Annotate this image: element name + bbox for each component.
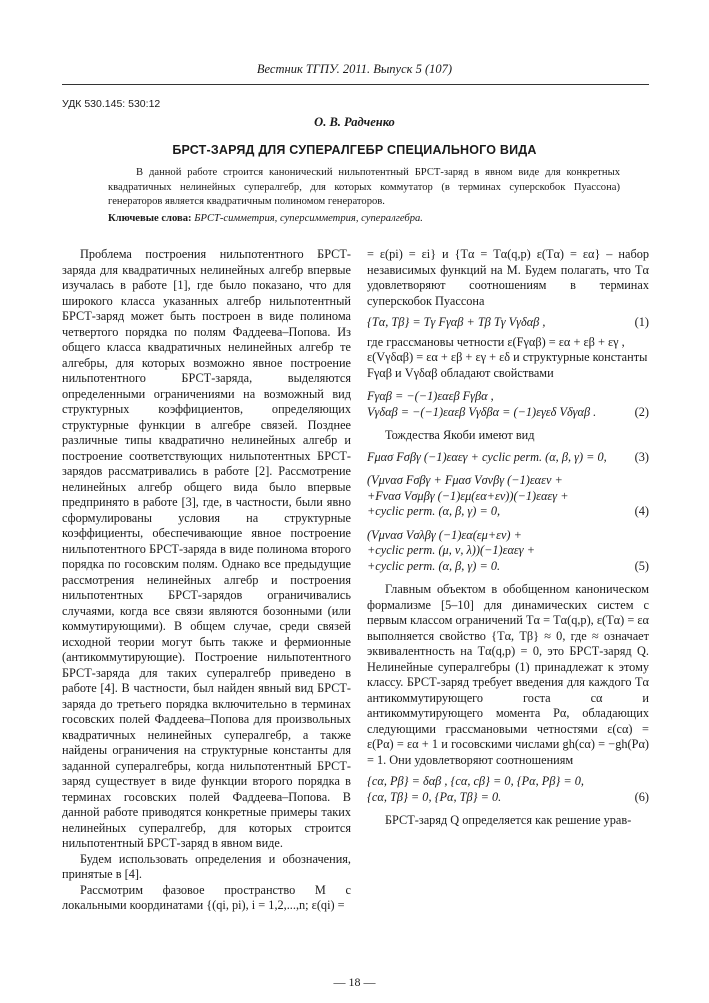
equation-number: (4) <box>634 504 649 518</box>
equation-2b: Vγδαβ = −(−1)εαεβ Vγδβα = (−1)εγεδ Vδγαβ . (2) <box>367 404 649 419</box>
paragraph: БРСТ-заряд Q определяется как решение урав- <box>385 813 632 827</box>
page-number: — 18 — <box>333 975 376 989</box>
left-column <box>62 247 351 914</box>
equation-6a: {cα, Pβ} = δαβ , {cα, cβ} = 0, {Pα, Pβ} = 0, <box>367 774 584 788</box>
equation-2a: Fγαβ = −(−1)εαεβ Fγβα , <box>367 389 494 403</box>
paragraph: Главным объектом в обобщенном каноническом формализме [5–10] для динамических систем с первым классом ограничений Tα = Tα(q,p), ε(Tα) = εα выполняется свойство {Tα, Tβ} ≈ 0, где ≈ означает эквивалентность на Tα(q,p) = 0, это БРСТ-заряд Q. Нелинейные супералгебры (1) принадлежат к этому классу. БРСТ-заряд требует введения для каждого Tα антикоммутирующего госта cα и антикоммутирующего момента Pα, обладающих следующими грассмановыми четностями ε(cα) = ε(Pα) = εα + 1 и госовскими числами gh(cα) = −gh(Pα) = 1. Они удовлетворяют соотношениям <box>367 582 649 767</box>
equation-1: {Tα, Tβ} = Tγ Fγαβ + Tβ Tγ Vγδαβ , (1) <box>367 315 649 329</box>
article-title: БРСТ-ЗАРЯД ДЛЯ СУПЕРАЛГЕБР СПЕЦИАЛЬНОГО ВИДА <box>172 143 537 157</box>
paragraph: Fγαβ и Vγδαβ обладают свойствами <box>367 365 554 380</box>
equation-number: (6) <box>634 789 649 804</box>
keywords-label: Ключевые слова: <box>108 213 192 224</box>
equation-4c: +cyclic perm. (α, β, γ) = 0, (4) <box>367 504 649 518</box>
equation-6b: {cα, Tβ} = 0, {Pα, Tβ} = 0. (6) <box>367 789 649 804</box>
paragraph: = ε(pi) = εi} и {Tα = Tα(q,p) ε(Tα) = εα} – набор независимых функций на M. Будем полагать, что Tα удовлетворяют соотношениям в терминах суперскобок Пуассона <box>367 247 649 308</box>
udk-code: УДК 530.145: 530:12 <box>62 98 161 110</box>
journal-header: Вестник ТГПУ. 2011. Выпуск 5 (107) <box>256 62 453 76</box>
equation-number: (1) <box>634 315 649 329</box>
equation-number: (2) <box>634 404 649 419</box>
paragraph: Рассмотрим фазовое пространство M с локальными координатами {(qi, pi), i = 1,2,...,n; ε(qi) = <box>62 882 351 912</box>
equation-5b: +cyclic perm. (μ, ν, λ))(−1)εαεγ + <box>367 543 535 557</box>
paragraph: где грассмановы четности ε(Fγαβ) = εα + εβ + εγ , <box>367 334 625 349</box>
right-column <box>367 247 649 829</box>
abstract: В данной работе строится канонический нильпотентный БРСТ-заряд в явном виде для конкретных квадратичных нелинейных супералгебр, для которых коммутатор (в терминах суперскобок Пуассона) генераторов является квадратичным полиномом генераторов. <box>108 167 620 208</box>
paragraph: Проблема построения нильпотентного БРСТ-заряда для квадратичных нелинейных алгебр впервые изучалась в работе [1], где было показано, что для широкого класса указанных алгебр нильпотентный БРСТ-заряд может быть построен в виде полинома четвертого порядка по полям Фаддеева–Попова. Из общего класса квадратичных нелинейных алгебр те алгебры, для которых возможно явное построение нильпотентного БРСТ-заряда, выделяются определенными ограничениями на возможный вид структурных коэффициентов, определяющих структурные функции в алгебре связей. Позднее различные типы квадратично нелинейных алгебр и построение соответствующих нильпотентных БРСТ-зарядов рассматривались в работе [2]. Рассмотрение нелинейных алгебр общего вида было впервые предпринято в работе [3], где, в частности, были явно сформулированы условия на структурные коэффициенты, обеспечивающие явное построение нильпотентного БРСТ-заряда в виде полинома второго порядка по госовским полям. Однако все предыдущие рассмотрения нелинейных алгебр и построения нильпотентных БРСТ-зарядов ограничивались случаями, когда все связи являются бозонными (или коммутирующими). В общем случае, среди связей исходной теории могут быть также и фермионные (антикоммутирующие). Построение нильпотентного БРСТ-заряда для таких супералгебр приведено в работе [4]. В частности, был найден явный вид БРСТ-заряда до третьего порядка включительно в терминах госовских полей Фаддеева–Попова для произвольных квадратичных нелинейных супералгебр, а также найдены ограничения на структурные константы для заданной супералгебры, когда нильпотентный БРСТ-заряд существует в виде функции второго порядка в терминах госовских полей Фаддеева–Попова. В данной работе приводятся конкретные примеры таких нелинейных супералгебр, для которых строится нильпотентный БРСТ-заряд в явном виде. <box>62 247 351 850</box>
equation-5c: +cyclic perm. (α, β, γ) = 0. (5) <box>367 558 649 573</box>
equation-4a: (Vμνασ Fσβγ + Fμασ Vσνβγ (−1)εαεν + <box>367 473 563 487</box>
keywords <box>108 213 620 224</box>
author: О. В. Радченко <box>314 115 395 129</box>
equation-5a: (Vμνασ Vσλβγ (−1)εα(εμ+εν) + <box>367 527 522 542</box>
paragraph: Будем использовать определения и обозначения, принятые в [4]. <box>62 851 351 881</box>
paragraph: Тождества Якоби имеют вид <box>385 428 535 442</box>
equation-3: Fμασ Fσβγ (−1)εαεγ + cyclic perm. (α, β, γ) = 0, (3) <box>367 449 649 464</box>
paragraph: ε(Vγδαβ) = εα + εβ + εγ + εδ и структурные константы <box>367 350 648 364</box>
header-rule <box>62 84 649 85</box>
keywords-value: БРСТ-симметрия, суперсимметрия, супералгебра. <box>194 213 423 224</box>
equation-number: (5) <box>634 558 649 573</box>
equation-number: (3) <box>634 449 649 464</box>
equation-4b: +Fνασ Vσμβγ (−1)εμ(εα+εν))(−1)εαεγ + <box>367 488 569 503</box>
